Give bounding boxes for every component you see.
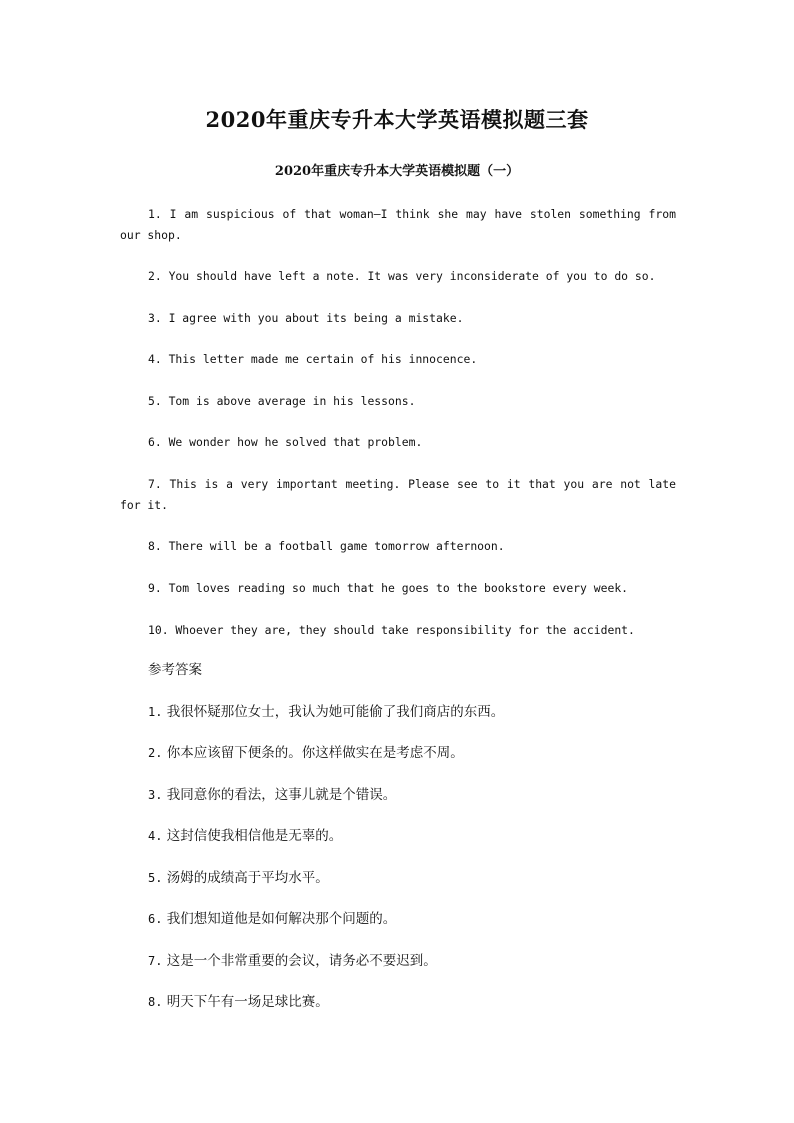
answer-item <box>148 702 688 723</box>
page-title: 2020年重庆专升本大学英语模拟题三套 <box>205 107 589 132</box>
answer-number: 1. <box>148 705 163 719</box>
answer-text: 明天下午有一场足球比赛。 <box>166 994 329 1010</box>
answer-number: 7. <box>148 954 163 968</box>
section-subtitle: 2020年重庆专升本大学英语模拟题（一） <box>274 164 520 179</box>
exercise-sentence: 2. You should have left a note. It was very inconsiderate of you to do so. <box>148 269 656 283</box>
answer-item <box>148 785 688 806</box>
exercise-sentence: 4. This letter made me certain of his innocence. <box>148 352 478 366</box>
answer-item <box>148 743 688 764</box>
answer-item <box>148 992 688 1013</box>
answer-text: 我们想知道他是如何解决那个问题的。 <box>166 911 397 927</box>
answer-text: 汤姆的成绩高于平均水平。 <box>166 870 329 886</box>
answers-heading: 参考答案 <box>148 662 202 678</box>
answer-number: 4. <box>148 829 163 843</box>
answer-text: 这封信使我相信他是无辜的。 <box>166 828 343 844</box>
exercise-sentence: 7. This is a very important meeting. Please see to it that you are not late for it. <box>120 477 676 512</box>
answer-number: 3. <box>148 788 163 802</box>
answer-item <box>148 826 688 847</box>
answer-text: 我很怀疑那位女士，我认为她可能偷了我们商店的东西。 <box>166 704 505 720</box>
exercise-sentence: 9. Tom loves reading so much that he goes to the bookstore every week. <box>148 581 629 595</box>
exercise-sentence: 5. Tom is above average in his lessons. <box>148 394 416 408</box>
exercise-sentence: 10. Whoever they are, they should take responsibility for the accident. <box>148 623 635 637</box>
exercise-sentence: 3. I agree with you about its being a mistake. <box>148 311 464 325</box>
answer-number: 5. <box>148 871 163 885</box>
exercise-sentence: 1. I am suspicious of that woman—I think she may have stolen something from our shop. <box>120 207 676 242</box>
answer-text: 我同意你的看法，这事儿就是个错误。 <box>166 787 397 803</box>
answer-text: 你本应该留下便条的。你这样做实在是考虑不周。 <box>166 745 464 761</box>
answer-text: 这是一个非常重要的会议，请务必不要迟到。 <box>166 953 437 969</box>
answer-item <box>148 868 688 889</box>
answer-number: 6. <box>148 912 163 926</box>
answer-item <box>148 909 688 930</box>
answer-item <box>148 951 688 972</box>
exercise-sentence: 8. There will be a football game tomorrow afternoon. <box>148 539 505 553</box>
answer-number: 2. <box>148 746 163 760</box>
answer-number: 8. <box>148 995 163 1009</box>
exercise-sentence: 6. We wonder how he solved that problem. <box>148 435 423 449</box>
